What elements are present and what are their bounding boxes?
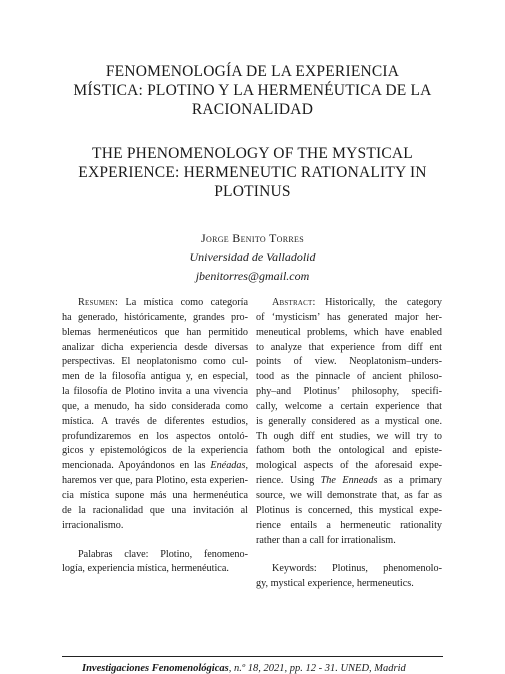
palabras-clave <box>62 548 248 578</box>
text-line: phy–and Plotinus’ philosophy, specifi- <box>256 386 442 398</box>
text-line: rience. Using The Enneads as a primary <box>256 475 442 487</box>
text-line: source, we will demonstrate that, as far as <box>256 489 442 501</box>
text-line: blemas hermenéuticos que han permitido <box>62 326 248 338</box>
author-affiliation: Universidad de Valladolid <box>189 250 316 264</box>
text-line: of ‘mysticism’ has generated major her- <box>256 311 442 323</box>
citation-details: , n.º 18, 2021, pp. 12 - 31. UNED, Madrid <box>228 663 406 674</box>
abstract-label: Abstract: <box>272 297 316 308</box>
text-line: Th ough diff ent studies, we will try to <box>256 430 442 442</box>
text-line: rather than a call for irrationalism. <box>256 534 396 546</box>
text-line: tood as the pinnacle of ancient philoso- <box>256 371 442 383</box>
work-title: Enéadas <box>210 460 246 472</box>
author-email[interactable]: jbenitorres@gmail.com <box>195 269 310 283</box>
title-line: RACIONALIDAD <box>191 101 314 118</box>
text-line: gy, mystical experience, hermeneutics. <box>256 578 414 590</box>
text-line: la filosofía de Plotino invita a una vivencia <box>62 386 248 398</box>
title-line: MÍSTICA: PLOTINO Y LA HERMENÉUTICA DE LA <box>73 82 432 99</box>
text-line: points of view. Neoplatonism–unders- <box>256 356 442 368</box>
text-line: mological aspects of the aforesaid expe- <box>256 460 442 472</box>
text-line: haremos ver que, para Plotino, esta experien- <box>62 475 248 487</box>
text-line: perspectivas. El neoplatonismo como cul- <box>62 356 248 368</box>
title-spanish <box>40 62 465 119</box>
work-title: The Enneads <box>320 475 378 487</box>
text-line: profundizaremos en los aspectos ontoló- <box>62 430 248 442</box>
text-line: de la racionalidad que una invitación al <box>62 504 248 516</box>
abstract-column <box>256 296 442 592</box>
text-line: Keywords: Plotinus, phenomenolo- <box>272 563 442 575</box>
text-line: que, a menudo, ha sido considerada como <box>62 400 248 412</box>
text-line: cia mística supone más una hermenéutica <box>62 489 248 501</box>
text-line: to analyze that experience from diff ent <box>256 341 442 353</box>
journal-name: Investigaciones Fenomenológicas <box>82 663 229 674</box>
text-line: ha generado, históricamente, grandes pro- <box>62 311 248 323</box>
text-line: mística. A través de diferentes estudios, <box>62 415 248 427</box>
text-line: cally, welcome a certain experience that <box>256 400 442 412</box>
resumen-label: Resumen: <box>78 297 119 308</box>
text-line: is generally considered as a mystical one. <box>256 415 442 427</box>
text-line: Palabras clave: Plotino, fenomeno- <box>78 548 248 560</box>
title-line: EXPERIENCE: HERMENEUTIC RATIONALITY IN <box>78 164 427 181</box>
text-line: irracionalismo. <box>62 519 124 531</box>
text-line: rience entails a hermeneutic rationality <box>256 519 442 531</box>
text-line: gicos y epistemológicos de la experiencia <box>62 445 248 457</box>
title-line: THE PHENOMENOLOGY OF THE MYSTICAL <box>92 145 413 162</box>
text-line: mencionada. Apoyándonos en las Enéadas, <box>62 460 248 472</box>
keywords <box>256 562 442 592</box>
footer-rule <box>62 656 443 657</box>
text-line: Abstract: Historically, the category <box>272 297 442 308</box>
text-line: meneutical problems, which have enabled <box>256 326 442 338</box>
footer-citation <box>82 663 442 674</box>
text-line: Resumen: La mística como categoría <box>78 297 248 308</box>
text-line: analizar dicha experiencia desde diversas <box>62 341 248 353</box>
resumen-column <box>62 296 248 577</box>
text-line: Plotinus is concerned, this mystical expe- <box>256 504 442 516</box>
text-line: fathom both the ontological and episte- <box>256 445 442 457</box>
abstract-paragraph <box>256 296 442 548</box>
author-block <box>0 229 505 286</box>
author-name: Jorge Benito Torres <box>201 231 304 245</box>
text-line: logía, experiencia mística, hermenéutica. <box>62 563 229 575</box>
title-line: PLOTINUS <box>214 183 291 200</box>
title-line: FENOMENOLOGÍA DE LA EXPERIENCIA <box>105 63 400 80</box>
resumen-paragraph <box>62 296 248 534</box>
text-line: men de la filosofía antigua y, en especial, <box>62 371 248 383</box>
title-english <box>40 144 465 201</box>
